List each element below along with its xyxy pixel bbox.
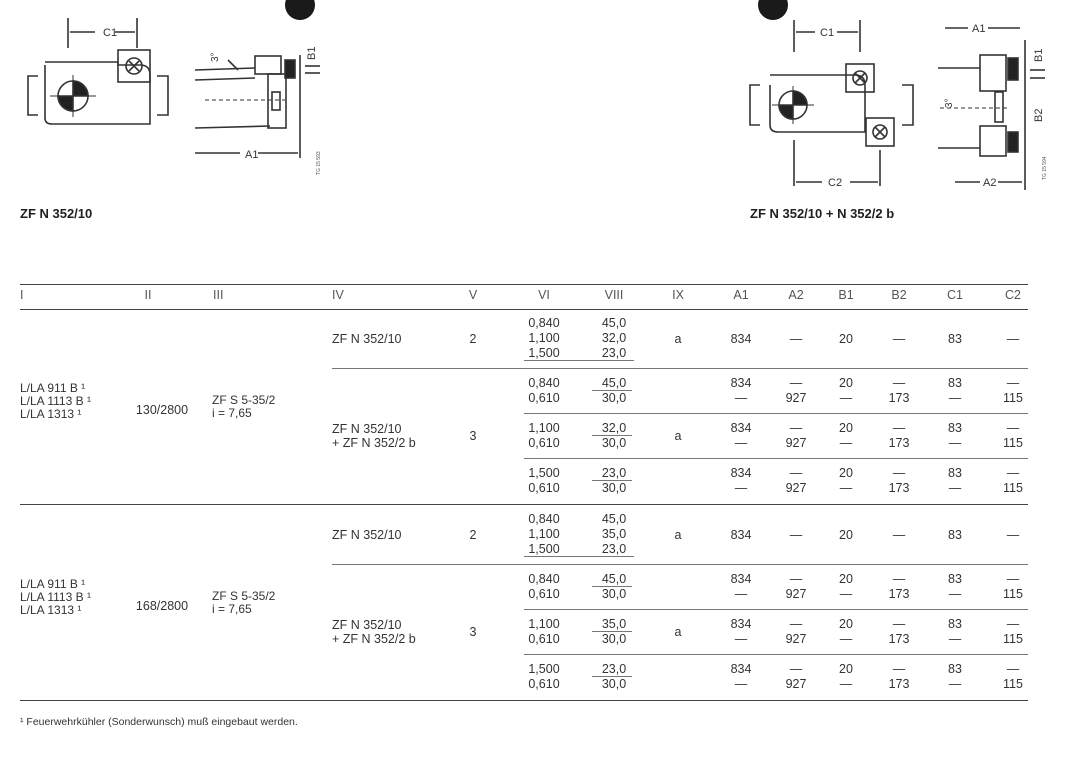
dim-b2-value: 173 <box>888 391 910 405</box>
angle-label: 3° <box>210 52 221 62</box>
header-col-c1: C1 <box>947 288 963 302</box>
dim-b2-value: 173 <box>888 677 910 691</box>
dim-a2-value: — <box>789 662 803 676</box>
dim-a2-value: 927 <box>785 391 807 405</box>
dim-b2-value: 173 <box>888 587 910 601</box>
col-viii-value: 23,0 <box>601 466 627 480</box>
col-ix-value: a <box>674 528 682 542</box>
ratio-value: 0,840 <box>528 316 560 330</box>
row-divider <box>524 609 1028 610</box>
dim-a2-value: 927 <box>785 436 807 450</box>
header-col-i: I <box>20 288 24 302</box>
dim-b2-value: 173 <box>888 436 910 450</box>
caption-right: ZF N 352/10 + N 352/2 b <box>750 206 895 221</box>
dim-c1-value: — <box>948 587 962 601</box>
dim-a2-value: — <box>789 528 803 542</box>
dim-c2-value: — <box>1006 572 1020 586</box>
dim-c2-value: 115 <box>1003 436 1023 450</box>
header-col-a2: A2 <box>788 288 804 302</box>
dim-a2-value: 927 <box>785 481 807 495</box>
col-viii-value: 35,0 <box>601 617 627 631</box>
dim-a1-value: 834 <box>730 662 752 676</box>
ratio-value: 0,840 <box>528 376 560 390</box>
dim-c1-value: 83 <box>948 376 962 390</box>
sub-rule <box>524 360 634 361</box>
dim-a2-value: — <box>789 421 803 435</box>
caption-left: ZF N 352/10 <box>20 206 93 221</box>
dim-b2-value: — <box>892 332 906 346</box>
col-v-value: 3 <box>469 429 477 443</box>
row-divider <box>524 654 1028 655</box>
engine-model: L/LA 1313 ¹ <box>20 407 82 421</box>
gearbox-model: ZF N 352/10 <box>332 422 402 436</box>
dim-c2-value: 115 <box>1003 587 1023 601</box>
dim-b2-value: — <box>892 572 906 586</box>
col-ix-value: a <box>674 332 682 346</box>
col-viii-value: 45,0 <box>601 316 627 330</box>
col-viii-value: 32,0 <box>601 331 627 345</box>
dim-c2-label: C2 <box>828 177 843 189</box>
dim-b1-value: 20 <box>839 528 853 542</box>
dim-a2-value: — <box>789 617 803 631</box>
col-viii-value: 30,0 <box>601 436 627 450</box>
ratio-value: 1,100 <box>528 331 560 345</box>
header-col-iii: III <box>213 288 224 302</box>
ratio-value: 1,100 <box>528 617 560 631</box>
dim-c1-value: 83 <box>948 466 962 480</box>
gearbox-model: + ZF N 352/2 b <box>332 436 416 450</box>
dim-c2-value: — <box>1006 332 1020 346</box>
ratio-value: 0,840 <box>528 572 560 586</box>
dim-c2-value: — <box>1006 617 1020 631</box>
gearbox-model: ZF N 352/10 <box>332 528 402 542</box>
dim-b1-value: 20 <box>839 617 853 631</box>
dim-b1-value: — <box>839 391 853 405</box>
dim-b1-value: 20 <box>839 662 853 676</box>
dim-b2-value: — <box>892 528 906 542</box>
sub-rule <box>592 631 632 632</box>
dim-b1-value: — <box>839 587 853 601</box>
dim-a1-value: 834 <box>730 528 752 542</box>
dim-b2-value: — <box>892 376 906 390</box>
gearbox-model: ZF N 352/10 <box>332 618 402 632</box>
header-col-iv: IV <box>332 288 344 302</box>
dim-a1-value: 834 <box>730 421 752 435</box>
dim-c1-value: 83 <box>948 617 962 631</box>
dim-c2-value: — <box>1006 376 1020 390</box>
dim-a2-value: — <box>789 376 803 390</box>
row-divider <box>332 564 1028 565</box>
dim-a2-value: 927 <box>785 587 807 601</box>
ratio-value: 0,610 <box>528 391 560 405</box>
dim-b1-value: — <box>839 481 853 495</box>
dim-b1-value: 20 <box>839 332 853 346</box>
col-ix-value: a <box>674 429 682 443</box>
row-divider <box>332 368 1028 369</box>
sub-rule <box>524 556 634 557</box>
dim-c1-value: — <box>948 481 962 495</box>
col-viii-value: 30,0 <box>601 391 627 405</box>
dim-b2-value: 173 <box>888 632 910 646</box>
sub-rule <box>592 390 632 391</box>
dim-c2-value: — <box>1006 421 1020 435</box>
ratio-value: 0,610 <box>528 481 560 495</box>
engine-model: L/LA 1313 ¹ <box>20 603 82 617</box>
col-viii-value: 23,0 <box>601 542 627 556</box>
ratio-value: 0,610 <box>528 677 560 691</box>
power-rating: 168/2800 <box>135 599 189 613</box>
dim-a1-value: 834 <box>730 617 752 631</box>
col-viii-value: 30,0 <box>601 632 627 646</box>
angle-label-right: 3° <box>944 98 955 108</box>
dim-c1-value: — <box>948 677 962 691</box>
ratio-value: 0,610 <box>528 436 560 450</box>
row-divider <box>524 458 1028 459</box>
dim-b1-label-right: B1 <box>1033 48 1045 62</box>
engine-model: L/LA 1113 B ¹ <box>20 590 91 604</box>
engine-model: L/LA 1113 B ¹ <box>20 394 91 408</box>
sub-rule <box>592 480 632 481</box>
ratio-value: 1,500 <box>528 662 560 676</box>
col-ix-value: a <box>674 625 682 639</box>
dim-c1-value: — <box>948 391 962 405</box>
dim-c2-value: — <box>1006 466 1020 480</box>
header-col-viii: VIII <box>604 288 624 302</box>
sub-rule <box>592 435 632 436</box>
col-v-value: 3 <box>469 625 477 639</box>
dim-b1-value: — <box>839 677 853 691</box>
dim-b1-value: 20 <box>839 466 853 480</box>
transmission-spec: i = 7,65 <box>212 602 252 616</box>
dim-b1-value: 20 <box>839 376 853 390</box>
col-viii-value: 23,0 <box>601 662 627 676</box>
row-divider <box>524 413 1028 414</box>
dim-a1-value: — <box>734 436 748 450</box>
gearbox-model: + ZF N 352/2 b <box>332 632 416 646</box>
transmission-spec: ZF S 5-35/2 <box>212 393 276 407</box>
dim-c1-value: 83 <box>948 662 962 676</box>
col-v-value: 2 <box>469 332 477 346</box>
engine-model: L/LA 911 B ¹ <box>20 381 86 395</box>
dim-c1-value: 83 <box>948 332 962 346</box>
dim-a1-value: — <box>734 677 748 691</box>
col-viii-value: 45,0 <box>601 572 627 586</box>
dim-c1-value: 83 <box>948 528 962 542</box>
col-viii-value: 45,0 <box>601 376 627 390</box>
dim-b1-value: 20 <box>839 421 853 435</box>
dim-b2-value: — <box>892 421 906 435</box>
transmission-spec: ZF S 5-35/2 <box>212 589 276 603</box>
col-viii-value: 23,0 <box>601 346 627 360</box>
ratio-value: 1,500 <box>528 346 560 360</box>
dim-c2-value: — <box>1006 528 1020 542</box>
dim-a2-value: 927 <box>785 677 807 691</box>
dim-a1-label-right: A1 <box>972 23 986 35</box>
header-col-v: V <box>468 288 478 302</box>
header-col-b2: B2 <box>891 288 907 302</box>
dim-c1-label: C1 <box>103 27 118 39</box>
dim-c2-value: — <box>1006 662 1020 676</box>
ratio-value: 1,500 <box>528 542 560 556</box>
header-col-vi: VI <box>538 288 550 302</box>
dim-a2-value: 927 <box>785 632 807 646</box>
header-col-c2: C2 <box>1005 288 1021 302</box>
col-viii-value: 32,0 <box>601 421 627 435</box>
dim-c1-value: — <box>948 436 962 450</box>
dim-b1-value: 20 <box>839 572 853 586</box>
ratio-value: 0,610 <box>528 632 560 646</box>
dim-a1-value: — <box>734 632 748 646</box>
power-rating: 130/2800 <box>135 403 189 417</box>
dim-b1-value: — <box>839 632 853 646</box>
dim-a1-value: 834 <box>730 376 752 390</box>
ratio-value: 1,500 <box>528 466 560 480</box>
dim-a2-value: — <box>789 572 803 586</box>
dim-c1-value: 83 <box>948 421 962 435</box>
dim-c2-value: 115 <box>1003 391 1023 405</box>
dim-c1-label-right: C1 <box>820 27 835 39</box>
dim-a2-value: — <box>789 332 803 346</box>
dim-b2-value: 173 <box>888 481 910 495</box>
ratio-value: 0,840 <box>528 512 560 526</box>
dim-c2-value: 115 <box>1003 677 1023 691</box>
dim-a1-value: 834 <box>730 332 752 346</box>
dim-a2-label: A2 <box>983 177 997 189</box>
dim-b2-value: — <box>892 617 906 631</box>
col-viii-value: 30,0 <box>601 677 627 691</box>
col-viii-value: 45,0 <box>601 512 627 526</box>
dim-c1-value: — <box>948 632 962 646</box>
sub-rule <box>592 586 632 587</box>
dim-a1-value: — <box>734 587 748 601</box>
col-viii-value: 35,0 <box>601 527 627 541</box>
footnote: ¹ Feuerwehrkühler (Sonderwunsch) muß eingebaut werden. <box>20 716 298 728</box>
transmission-spec: i = 7,65 <box>212 406 252 420</box>
dim-b1-value: — <box>839 436 853 450</box>
dim-a1-value: — <box>734 481 748 495</box>
dim-a1-value: 834 <box>730 466 752 480</box>
dim-b2-value: — <box>892 662 906 676</box>
header-col-ix: IX <box>672 288 684 302</box>
dim-a2-value: — <box>789 466 803 480</box>
dim-a1-value: — <box>734 391 748 405</box>
drawing-code-left: TG 15 593 <box>316 151 322 175</box>
dim-b1-label: B1 <box>306 46 318 60</box>
sub-rule <box>592 676 632 677</box>
header-col-a1: A1 <box>733 288 749 302</box>
col-v-value: 2 <box>469 528 477 542</box>
gearbox-model: ZF N 352/10 <box>332 332 402 346</box>
ratio-value: 1,100 <box>528 527 560 541</box>
dim-c2-value: 115 <box>1003 481 1023 495</box>
dim-a1-value: 834 <box>730 572 752 586</box>
col-viii-value: 30,0 <box>601 481 627 495</box>
dim-b2-label: B2 <box>1033 108 1045 122</box>
dim-a1-label: A1 <box>245 149 259 161</box>
header-col-b1: B1 <box>838 288 854 302</box>
dim-c2-value: 115 <box>1003 632 1023 646</box>
dim-c1-value: 83 <box>948 572 962 586</box>
engine-model: L/LA 911 B ¹ <box>20 577 86 591</box>
header-col-ii: II <box>144 288 152 302</box>
ratio-value: 0,610 <box>528 587 560 601</box>
drawing-code-right: TG 15 594 <box>1042 156 1048 180</box>
ratio-value: 1,100 <box>528 421 560 435</box>
col-viii-value: 30,0 <box>601 587 627 601</box>
dim-b2-value: — <box>892 466 906 480</box>
